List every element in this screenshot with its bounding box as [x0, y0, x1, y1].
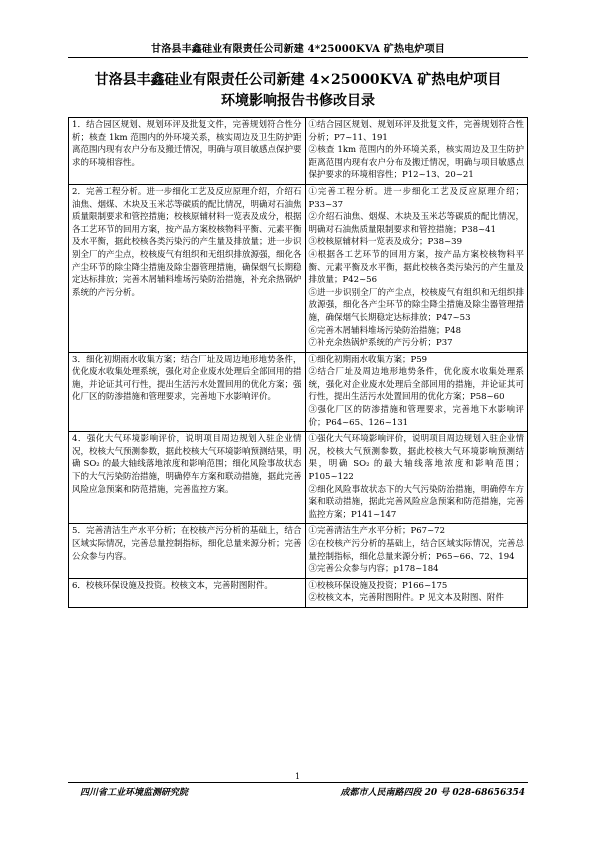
response-cell: [305, 184, 528, 352]
requirement-cell: 2．完善工程分析。进一步细化工艺及反应原理介绍，介绍石油焦、烟煤、木块及玉米芯等碳质的配比情况，明确对石油焦质量限制要求和管控措施；校核原辅材料一览表及成分，根据各工艺环节的回用方案，按产品方案校核物料平衡、元素平衡及水平衡，据此校核各类污染污的产生量及排放量；进一步识别全厂的产尘点，校核废气有组织和无组织排放源强，细化各产尘环节的除尘降尘措施及除尘器管理措施，确保烟气长期稳定达标排放；完善木屑辅料堆场污染防治措施，补充余热锅炉系统的产污分析。: [69, 184, 306, 352]
response-item: ②结合厂址及周边地形地势条件，优化废水收集处理系统，强化对企业废水处理后全部回用的措施，并论证其可行性，提出生活污水处置回用的优化方案；P58~60: [308, 367, 524, 403]
response-item: ②细化风险事故状态下的大气污染防治措施，明确停车方案和联动措施，据此完善风险应急预案和防范措施，完善监控方案；P141~147: [308, 484, 524, 520]
response-item: ①强化大气环境影响评价，说明项目周边规划入驻企业情况，校核大气预测参数，据此校核大气环境影响预测结果，明确 SO₂ 的最大轴线落地浓度和影响范围；P105~122: [308, 434, 524, 483]
response-item: ②在校核产污分析的基础上，结合区域实际情况，完善总量控制指标，细化总量来源分析；P65~66、72、194: [308, 539, 524, 562]
footer-address: 成都市人民南路四段 20 号 028-68656354: [340, 788, 525, 798]
response-item: ④根据各工艺环节的回用方案，按产品方案校核物料平衡、元素平衡及水平衡，据此校核各类污染污的产生量及排放量；P42~56: [308, 249, 524, 286]
table-row: [69, 184, 528, 352]
table-row: [69, 118, 528, 185]
footer-rule: [68, 782, 528, 783]
footer-institute: 四川省工业环境监测研究院: [80, 788, 189, 798]
title-line-1: 甘洛县丰鑫硅业有限责任公司新建 4×25000KVA 矿热电炉项目: [94, 72, 502, 88]
response-item: ⑥完善木屑辅料堆场污染防治措施；P48: [308, 325, 462, 336]
page-header: 甘洛县丰鑫硅业有限责任公司新建 4*25000KVA 矿热电炉项目: [151, 44, 445, 55]
response-item: ②校核文本，完善附图附件。P 见文本及附图、附件: [308, 593, 504, 604]
requirement-cell: 5．完善清洁生产水平分析；在校核产污分析的基础上，结合区域实际情况，完善总量控制指标，细化总量来源分析；完善公众参与内容。: [69, 524, 306, 578]
response-item: ①校核环保设施及投资；P166~175: [308, 580, 448, 591]
response-item: ②核查 1km 范围内的外环境关系，核实周边及卫生防护距离范围内现有农户分布及搬迁情况，明确与项目敏感点保护要求的环境相容性；P12~13、20~21: [308, 145, 524, 181]
response-item: ①完善清洁生产水平分析；P67~72: [308, 526, 445, 537]
response-item: ③强化厂区的防渗措施和管理要求，完善地下水影响评价；P64~65、126~131: [308, 405, 524, 428]
response-item: ③完善公众参与内容；p178~184: [308, 564, 439, 575]
response-cell: [305, 118, 528, 185]
table-row: [69, 352, 528, 432]
revision-table: [68, 117, 528, 608]
requirement-cell: 1．结合园区规划、规划环评及批复文件，完善规划符合性分析；核查 1km 范围内的外环境关系，核实周边及卫生防护距离范围内现有农户分布及搬迁情况，明确与项目敏感点保护要求的环境相容性。: [69, 118, 306, 185]
response-cell: [305, 432, 528, 524]
document-title: [68, 70, 528, 112]
response-item: ⑦补充余热锅炉系统的产污分析；P37: [308, 338, 453, 349]
requirement-cell: 4．强化大气环境影响评价，说明项目周边规划入驻企业情况，校核大气预测参数，据此校核大气环境影响预测结果，明确 SO₂ 的最大轴线落地浓度和影响范围；细化风险事故状态下的大气污染防治措施，明确停车方案和联动措施，据此完善风险应急预案和防范措施，完善监控方案。: [69, 432, 306, 524]
response-item: ⑤进一步识别全厂的产尘点，校核废气有组织和无组织排放源强，细化各产尘环节的除尘降尘措施及除尘器管理措施，确保烟气长期稳定达标排放；P47~53: [308, 287, 524, 323]
table-row: [69, 432, 528, 524]
response-cell: [305, 524, 528, 578]
response-cell: [305, 352, 528, 432]
response-item: ③校核原辅材料一览表及成分；P38~39: [308, 237, 462, 248]
requirement-cell: 6．校核环保设施及投资。校核文本，完善附图附件。: [69, 578, 306, 607]
response-item: ②介绍石油焦、烟煤、木块及玉米芯等碳质的配比情况，明确对石油焦质量限制要求和管控措施；P38~41: [308, 212, 524, 235]
response-item: ①细化初期雨水收集方案；P59: [308, 354, 428, 365]
title-line-2: 环境影响报告书修改目录: [221, 93, 375, 109]
requirement-cell: 3．细化初期雨水收集方案；结合厂址及周边地形地势条件，优化废水收集处理系统，强化对企业废水处理后全部回用的措施，并论证其可行性，提出生活污水处置回用的优化方案；强化厂区的防渗措施和管理要求，完善地下水影响评价。: [69, 352, 306, 432]
table-row: [69, 524, 528, 578]
response-cell: [305, 578, 528, 607]
response-item: ①结合园区规划、规划环评及批复文件，完善规划符合性分析；P7~11、191: [308, 120, 524, 143]
response-item: ①完善工程分析。进一步细化工艺及反应原理介绍；P33~37: [308, 186, 524, 210]
page-number: 1: [294, 772, 301, 781]
table-row: [69, 578, 528, 607]
header-rule: [68, 57, 528, 58]
